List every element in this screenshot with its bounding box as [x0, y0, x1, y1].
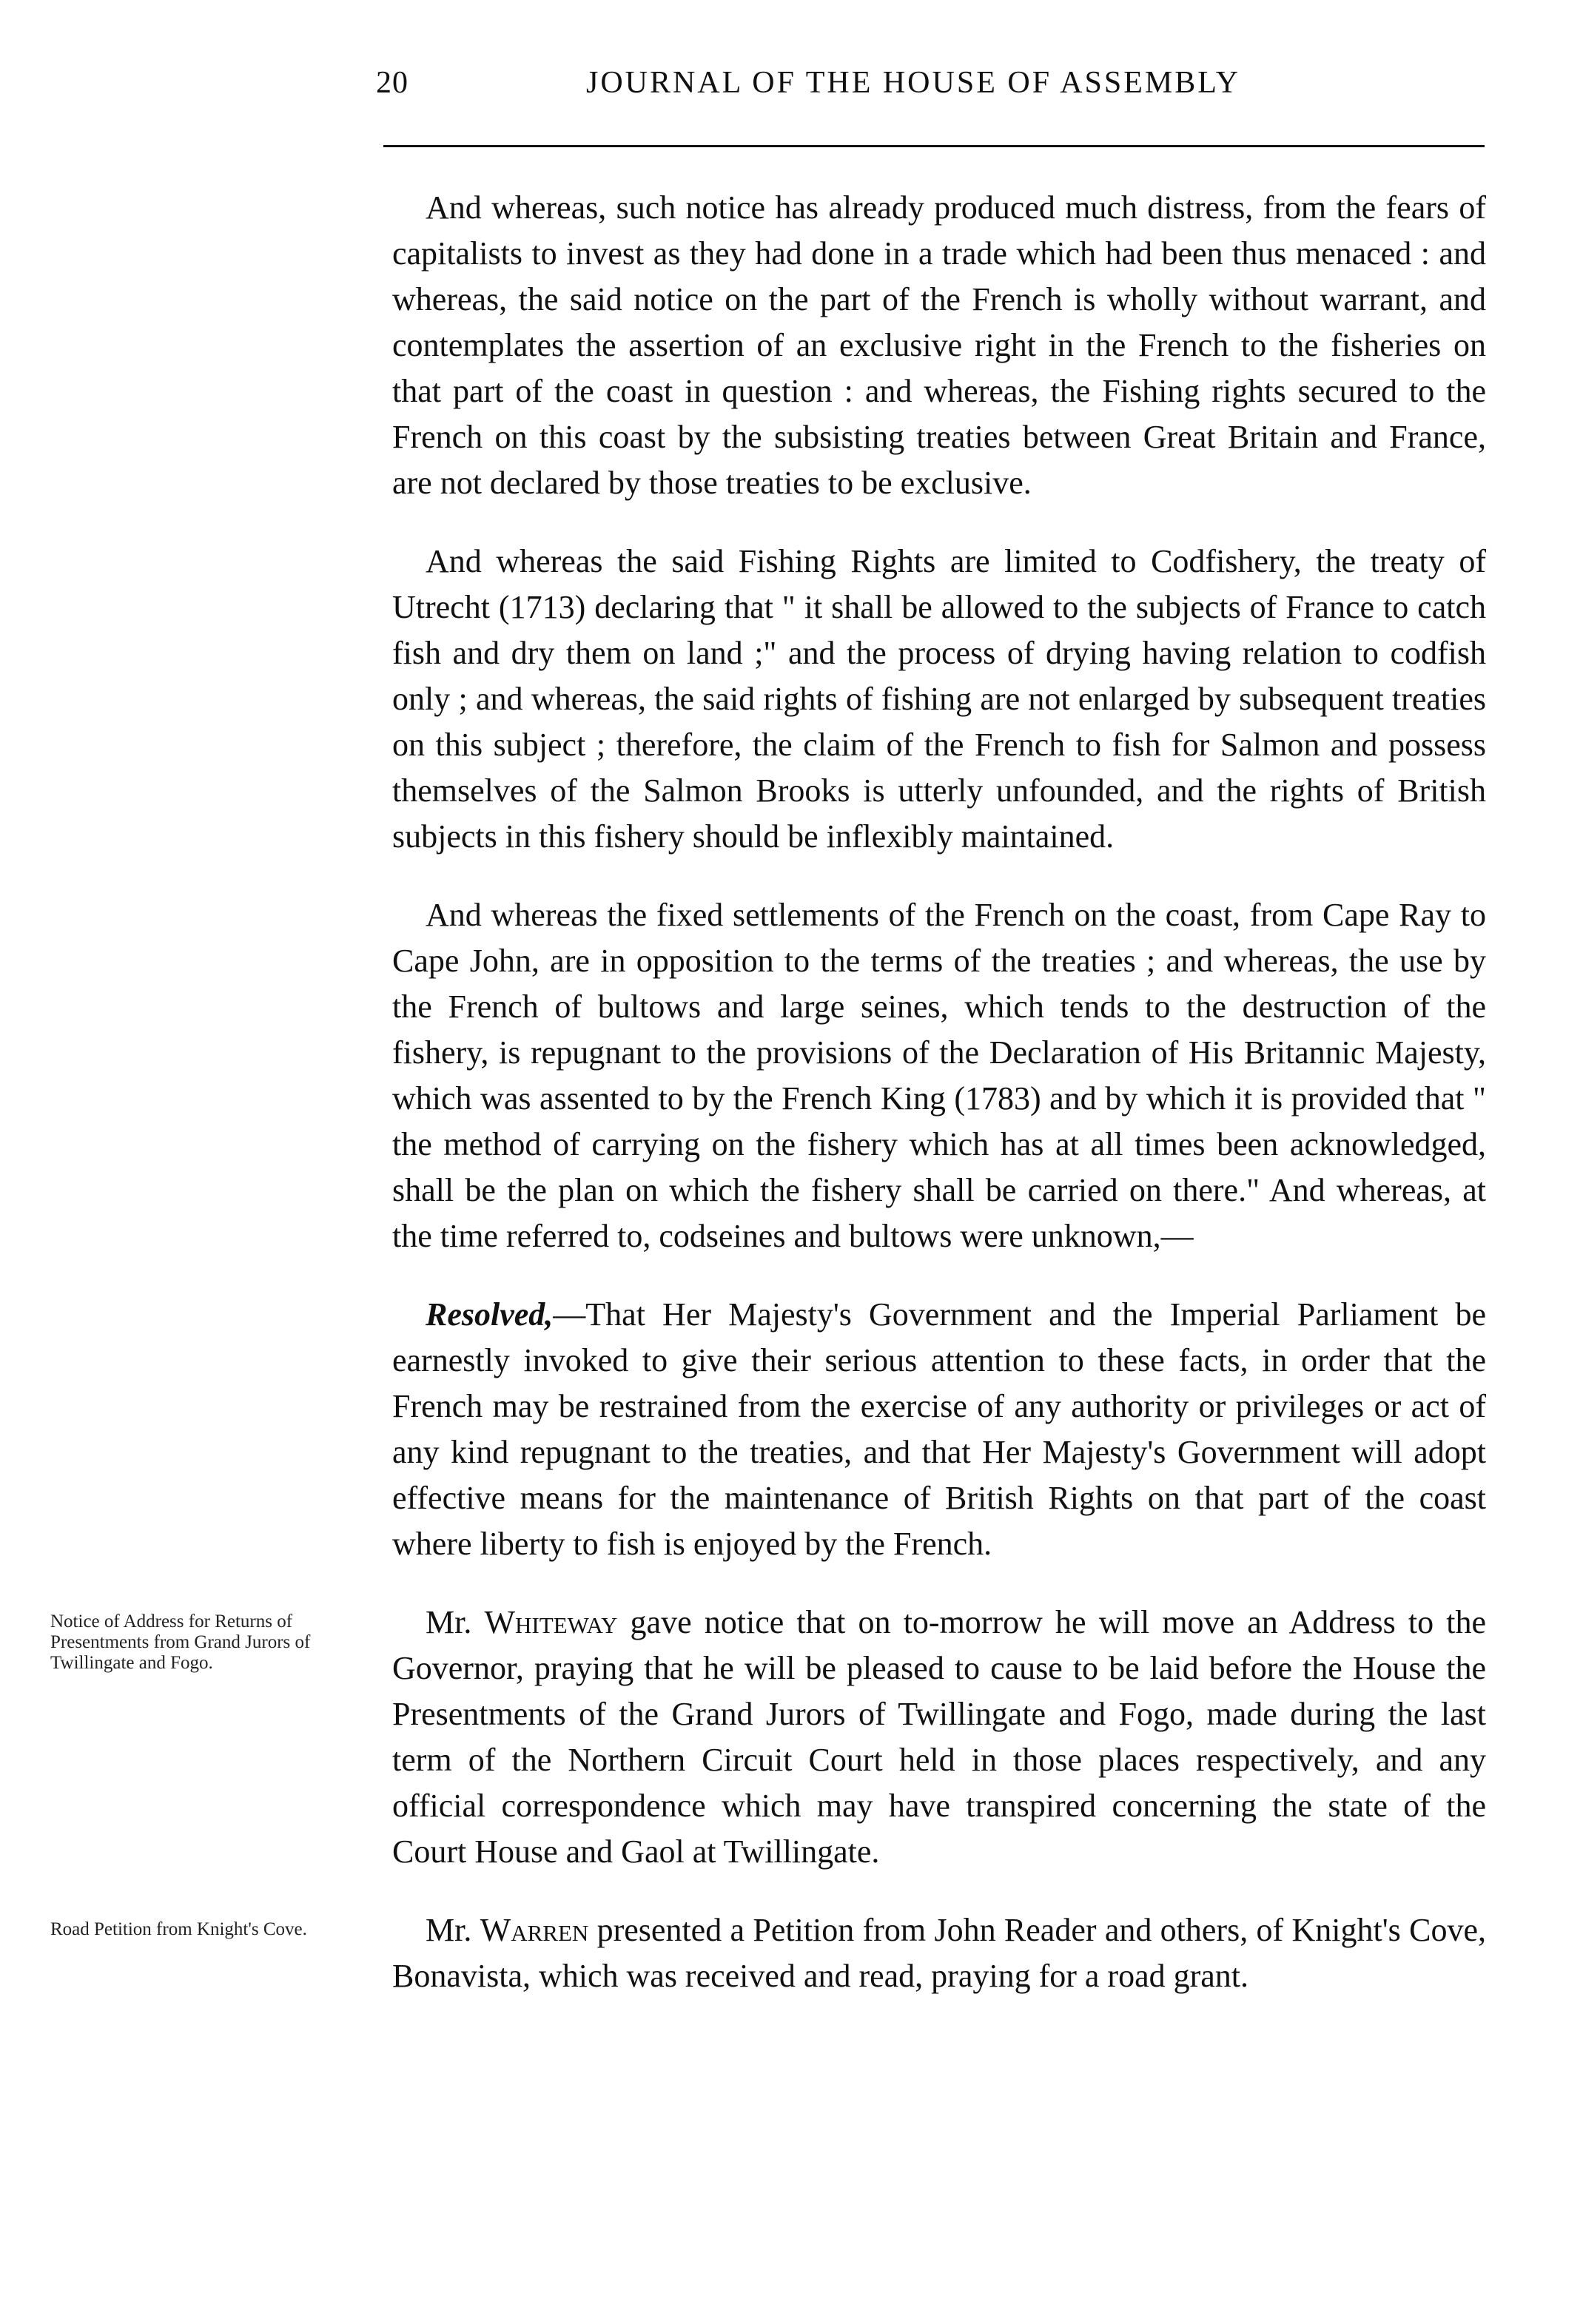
paragraph-whereas-settlements: And whereas the fixed settlements of the French on the coast, from Cape Ray to Cape John, are in opposition to the terms of the treaties ; and whereas, the use by the French of bultows and large seines, which tends to the destruction of the fishery, is repugnant to the provisions of the Declaration of His Britannic Majesty, which was assented to by the French King (1783) and by which it is provided that " the method of carrying on the fishery which has at all times been acknowledged, shall be the plan on which the fishery shall be carried on there." And whereas, at the time referred to, codseines and bultows were unknown,— — [392, 897, 1486, 1254]
paragraph-whereas-fishing-rights: And whereas the said Fishing Rights are limited to Codfishery, the treaty of Utrecht (1713) declaring that " it shall be allowed to the subjects of France to catch fish and dry them on land ;" and the process of drying having relation to codfish only ; and whereas, the said rights of fishing are not enlarged by subsequent treaties on this subject ; therefore, the claim of the French to fish for Salmon and possess themselves of the Salmon Brooks is utterly unfounded, and the rights of British subjects in this fishery should be inflexibly maintained. — [392, 543, 1486, 855]
member-name-warren: Warren — [480, 1912, 589, 1948]
margin-note-road-petition: Road Petition from Knight's Cove. — [50, 1919, 307, 1939]
paragraph-whereas-notice: And whereas, such notice has already produced much distress, from the fears of capitalists to invest as they had done in a trade which had been thus menaced : and whereas, the said notice on the part of the French is wholly without warrant, and contemplates the assertion of an exclusive right in the French to the fisheries on that part of the coast in question : and whereas, the Fishing rights secured to the French on this coast by the subsisting treaties between Great Britain and France, are not declared by those treaties to be exclusive. — [392, 189, 1486, 501]
page-header — [0, 65, 1583, 110]
paragraph-resolved — [392, 1292, 1486, 1567]
warren-text: presented a Petition from John Reader and others, of Knight's Cove, Bonavista, which was received and read, praying for a road grant. — [392, 1912, 1486, 1994]
journal-body — [392, 185, 1486, 1999]
member-name-whiteway: Whiteway — [484, 1604, 618, 1640]
running-head: JOURNAL OF THE HOUSE OF ASSEMBLY — [586, 66, 1241, 100]
whiteway-text: gave notice that on to-morrow he will move an Address to the Governor, praying that he will be pleased to cause to be laid before the House the Presentments of the Grand Jurors of Twillingate and Fogo, made during the last term of the Northern Circuit Court held in those places respectively, and any official correspondence which may have transpired concerning the state of the Court House and Gaol at Twillingate. — [392, 1604, 1486, 1870]
whiteway-prefix: Mr. — [426, 1604, 485, 1640]
resolved-text: —That Her Majesty's Government and the Imperial Parliament be earnestly invoked to give their serious attention to these facts, in order that the French may be restrained from the exercise of any authority or privileges or act of any kind repugnant to the treaties, and that Her Majesty's Government will adopt effective means for the maintenance of British Rights on that part of the coast where liberty to fish is enjoyed by the French. — [392, 1296, 1486, 1562]
resolved-label: Resolved, — [426, 1296, 554, 1333]
page-number: 20 — [376, 66, 409, 100]
warren-prefix: Mr. — [426, 1912, 480, 1948]
paragraph-warren-petition — [392, 1907, 1486, 1999]
header-rule — [383, 145, 1485, 147]
paragraph-whiteway-notice — [392, 1600, 1486, 1875]
margin-note-address-notice: Notice of Address for Returns of Presentments from Grand Jurors of Twillingate and Fogo. — [50, 1611, 311, 1673]
